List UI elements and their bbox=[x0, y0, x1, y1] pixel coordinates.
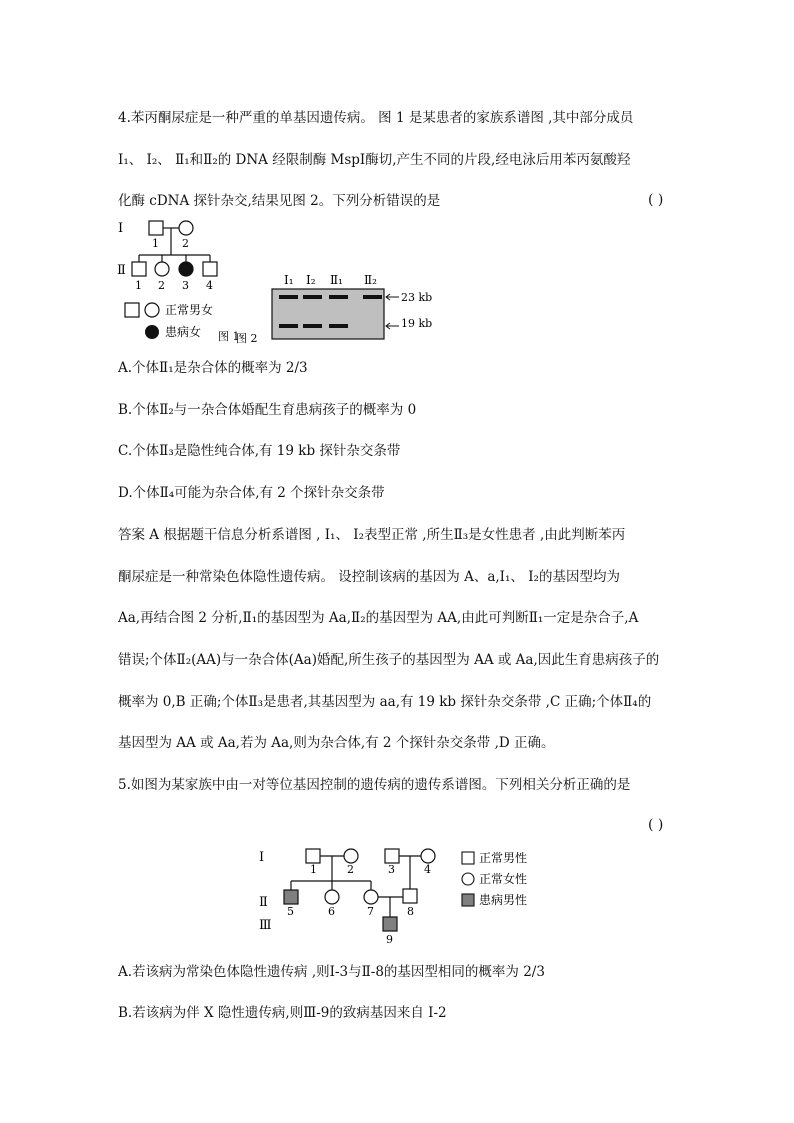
lane-label-I2: Ⅰ₂ bbox=[306, 273, 316, 287]
legend-normal-label: 正常男女 bbox=[165, 303, 214, 317]
legend-affected-female bbox=[145, 325, 159, 339]
q4-answer-line-2: 酮尿症是一种常染色体隐性遗传病。 设控制该病的基因为 A、a,Ⅰ₁、 Ⅰ₂的基因型均为 bbox=[118, 569, 620, 585]
q5-answer-blank: ( ) bbox=[648, 817, 664, 833]
band-II2-23kb bbox=[363, 295, 382, 299]
pedigree-I2-female bbox=[179, 221, 193, 235]
band-label-19kb: 19 kb bbox=[401, 317, 433, 330]
q5-legend-male-label: 正常男性 bbox=[479, 851, 528, 865]
gen-label-I: Ⅰ bbox=[118, 221, 124, 236]
fig2-caption: 图 2 bbox=[236, 332, 258, 345]
legend-normal-male bbox=[125, 303, 139, 317]
q5-legend-affected-label: 患病男性 bbox=[479, 893, 528, 907]
lane-label-II2: Ⅱ₂ bbox=[364, 273, 377, 287]
legend-affected-label: 患病女 bbox=[165, 325, 202, 339]
q4-stem-line-1: 4.苯丙酮尿症是一种严重的单基因遗传病。 图 1 是某患者的家族系谱图 ,其中部分成员 bbox=[118, 110, 634, 126]
q5-stem: 5.如图为某家族中由一对等位基因控制的遗传病的遗传系谱图。下列相关分析正确的是 bbox=[118, 777, 631, 793]
pedigree-I1-male bbox=[149, 221, 163, 235]
band-I2-19kb bbox=[303, 324, 322, 328]
q5-gen-label-I: Ⅰ bbox=[259, 850, 265, 865]
label-II1: 1 bbox=[135, 279, 142, 292]
pedigree-II1-male bbox=[132, 262, 146, 276]
q4-answer-line-3: Aa,再结合图 2 分析,Ⅱ₁的基因型为 Aa,Ⅱ₂的基因型为 AA,由此可判断Ⅱ₁一定是杂合子,A bbox=[118, 610, 639, 626]
label-I2: 2 bbox=[182, 237, 189, 250]
label-II2: 2 bbox=[158, 279, 165, 292]
q5-pedigree-II6-female bbox=[325, 890, 339, 904]
pedigree-II4-male bbox=[203, 262, 217, 276]
q4-answer-line-6: 基因型为 AA 或 Aa,若为 Aa,则为杂合体,有 2 个探针杂交条带 ,D 正确。 bbox=[118, 735, 555, 751]
q5-pedigree-I2-female bbox=[344, 849, 358, 863]
q5-pedigree-III9-affected-male bbox=[383, 917, 397, 931]
pedigree-II2-female bbox=[155, 262, 169, 276]
lane-label-I1: Ⅰ₁ bbox=[284, 273, 294, 287]
band-I1-23kb bbox=[279, 295, 298, 299]
q5-label-4: 4 bbox=[424, 863, 431, 876]
q5-legend-male-icon bbox=[462, 852, 474, 864]
q5-gen-label-III: Ⅲ bbox=[259, 918, 272, 933]
q4-answer-blank: ( ) bbox=[648, 192, 664, 208]
pedigree-II3-affected-female bbox=[179, 262, 193, 276]
q5-label-9: 9 bbox=[386, 933, 393, 946]
q5-pedigree-figure bbox=[255, 843, 545, 947]
q5-legend-affected-icon bbox=[462, 894, 474, 906]
label-I1: 1 bbox=[152, 237, 159, 250]
q4-option-a: A.个体Ⅱ₁是杂合体的概率为 2/3 bbox=[118, 360, 308, 376]
q5-gen-label-II: Ⅱ bbox=[259, 895, 268, 910]
q5-option-b: B.若该病为伴 X 隐性遗传病,则Ⅲ-9的致病基因来自 Ⅰ-2 bbox=[118, 1005, 447, 1021]
gen-label-II: Ⅱ bbox=[117, 263, 126, 278]
q5-pedigree-II5-affected-male bbox=[284, 890, 298, 904]
q4-stem-line-3: 化酶 cDNA 探针杂交,结果见图 2。下列分析错误的是 bbox=[118, 193, 441, 209]
q4-option-c: C.个体Ⅱ₃是隐性纯合体,有 19 kb 探针杂交条带 bbox=[118, 443, 401, 459]
band-label-23kb: 23 kb bbox=[401, 291, 433, 304]
q4-answer-line-1: 答案 A 根据题干信息分析系谱图 , Ⅰ₁、 Ⅰ₂表型正常 ,所生Ⅱ₃是女性患者 ,由此判断苯丙 bbox=[118, 527, 626, 543]
q5-pedigree-II8-male bbox=[403, 889, 417, 903]
q5-label-2: 2 bbox=[347, 863, 354, 876]
q5-label-7: 7 bbox=[367, 905, 374, 918]
q5-pedigree-I4-female bbox=[421, 849, 435, 863]
q5-legend-female-icon bbox=[462, 873, 474, 885]
band-I1-19kb bbox=[279, 324, 298, 328]
label-II3: 3 bbox=[182, 279, 189, 292]
q4-gel-figure bbox=[236, 266, 446, 346]
q4-answer-line-5: 概率为 0,B 正确;个体Ⅱ₃是患者,其基因型为 aa,有 19 kb 探针杂交条带 ,C 正确;个体Ⅱ₄的 bbox=[118, 694, 652, 710]
fig1-caption: 图 1 bbox=[218, 330, 240, 343]
q5-label-1: 1 bbox=[310, 863, 317, 876]
q5-pedigree-I1-male bbox=[306, 849, 320, 863]
label-II4: 4 bbox=[206, 279, 213, 292]
band-I2-23kb bbox=[303, 295, 322, 299]
q5-label-8: 8 bbox=[407, 905, 414, 918]
band-II1-23kb bbox=[329, 295, 348, 299]
band-II1-19kb bbox=[329, 324, 348, 328]
q4-option-d: D.个体Ⅱ₄可能为杂合体,有 2 个探针杂交条带 bbox=[118, 485, 385, 501]
q5-pedigree-I3-male bbox=[385, 849, 399, 863]
q4-stem-line-2: Ⅰ₁、 Ⅰ₂、 Ⅱ₁和Ⅱ₂的 DNA 经限制酶 MspⅠ酶切,产生不同的片段,经电泳后用苯丙氨酸羟 bbox=[118, 152, 631, 168]
lane-label-II1: Ⅱ₁ bbox=[330, 273, 343, 287]
q5-option-a: A.若该病为常染色体隐性遗传病 ,则Ⅰ-3与Ⅱ-8的基因型相同的概率为 2/3 bbox=[118, 964, 545, 980]
q5-label-5: 5 bbox=[287, 905, 294, 918]
q4-option-b: B.个体Ⅱ₂与一杂合体婚配生育患病孩子的概率为 0 bbox=[118, 402, 417, 418]
q5-label-6: 6 bbox=[328, 905, 335, 918]
q5-pedigree-II7-female bbox=[364, 890, 378, 904]
legend-normal-female bbox=[145, 303, 159, 317]
q5-label-3: 3 bbox=[388, 863, 395, 876]
q5-legend-female-label: 正常女性 bbox=[479, 872, 528, 886]
q4-answer-line-4: 错误;个体Ⅱ₂(AA)与一杂合体(Aa)婚配,所生孩子的基因型为 AA 或 Aa,因此生育患病孩子的 bbox=[118, 652, 660, 668]
